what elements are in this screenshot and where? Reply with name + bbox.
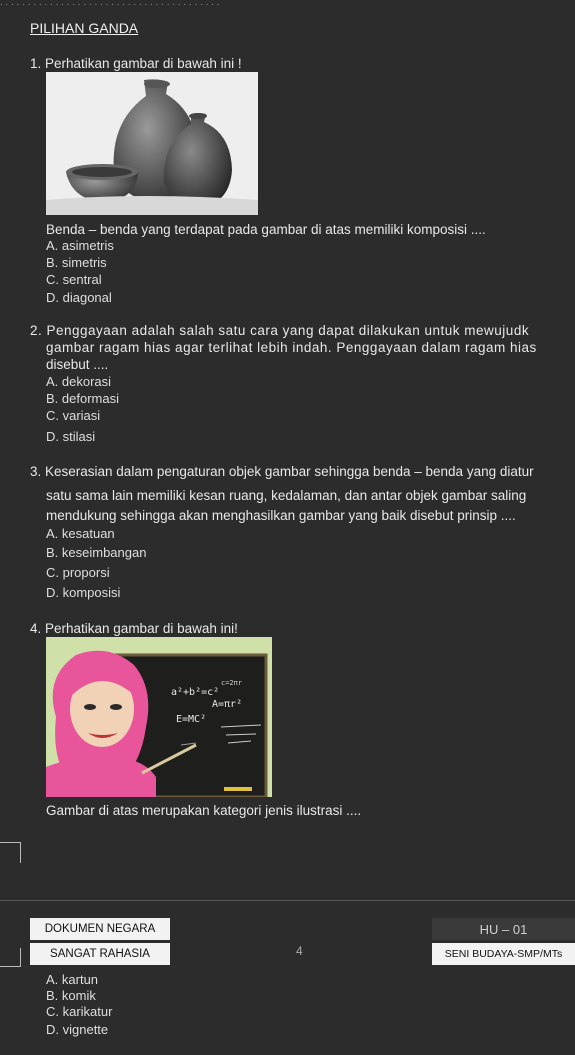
q2-option-a[interactable]: A. dekorasi	[46, 374, 112, 389]
exam-code: HU – 01	[432, 918, 575, 940]
q2-line-1: 2. Penggayaan adalah salah satu cara yang dapat dilakukan untuk mewujudk	[30, 323, 530, 338]
q4-stem: Gambar di atas merupakan kategori jenis ilustrasi ....	[46, 803, 362, 818]
q1-option-d[interactable]: D. diagonal	[46, 290, 112, 305]
footer-divider	[0, 900, 575, 901]
q2-line-2: gambar ragam hias agar terlihat lebih indah. Penggayaan dalam ragam hias	[46, 340, 537, 355]
q2-option-d[interactable]: D. stilasi	[46, 429, 96, 444]
pottery-image	[46, 72, 258, 215]
board-formula-4: c=2πr	[221, 679, 243, 687]
q1-option-a[interactable]: A. asimetris	[46, 238, 114, 253]
q1-stem: Benda – benda yang terdapat pada gambar di atas memiliki komposisi ....	[46, 222, 486, 237]
q3-line-1: 3. Keserasian dalam pengaturan objek gambar sehingga benda – benda yang diatur	[30, 464, 534, 479]
q1-option-b[interactable]: B. simetris	[46, 255, 107, 270]
subject-label: SENI BUDAYA-SMP/MTs	[432, 943, 575, 965]
q3-option-c[interactable]: C. proporsi	[46, 565, 110, 580]
q2-line-3: disebut ....	[46, 357, 109, 372]
q3-option-b[interactable]: B. keseimbangan	[46, 545, 147, 560]
q2-option-c[interactable]: C. variasi	[46, 408, 101, 423]
q3-option-d[interactable]: D. komposisi	[46, 585, 121, 600]
q1-option-c[interactable]: C. sentral	[46, 272, 102, 287]
q3-option-a[interactable]: A. kesatuan	[46, 526, 115, 541]
board-formula-3: E=MC²	[176, 714, 207, 725]
q2-option-b[interactable]: B. deformasi	[46, 391, 119, 406]
q1-prompt: 1. Perhatikan gambar di bawah ini !	[30, 56, 242, 71]
board-formula-1: a²+b²=c²	[171, 687, 220, 698]
q4-option-d[interactable]: D. vignette	[46, 1022, 109, 1037]
q3-line-2: satu sama lain memiliki kesan ruang, kedalaman, dan antar objek gambar saling	[46, 488, 527, 503]
secret-label: SANGAT RAHASIA	[30, 943, 170, 965]
crop-mark-bottom	[0, 948, 21, 967]
q4-prompt: 4. Perhatikan gambar di bawah ini!	[30, 621, 238, 636]
q4-option-c[interactable]: C. karikatur	[46, 1004, 113, 1019]
q4-option-a[interactable]: A. kartun	[46, 972, 99, 987]
page-number: 4	[296, 944, 303, 958]
cropped-top-text: . . . . . . . . . . . . . . . . . . . . . . . . . . . . . . . . . . . . . . . .	[0, 0, 220, 8]
q4-option-b[interactable]: B. komik	[46, 988, 96, 1003]
caricature-image	[46, 637, 272, 797]
section-title: PILIHAN GANDA	[30, 20, 139, 36]
crop-mark-top	[0, 842, 21, 863]
board-formula-2: A=πr²	[212, 699, 243, 710]
doc-label: DOKUMEN NEGARA	[30, 918, 170, 940]
q3-line-3: mendukung sehingga akan menghasilkan gambar yang baik disebut prinsip ....	[46, 508, 516, 523]
